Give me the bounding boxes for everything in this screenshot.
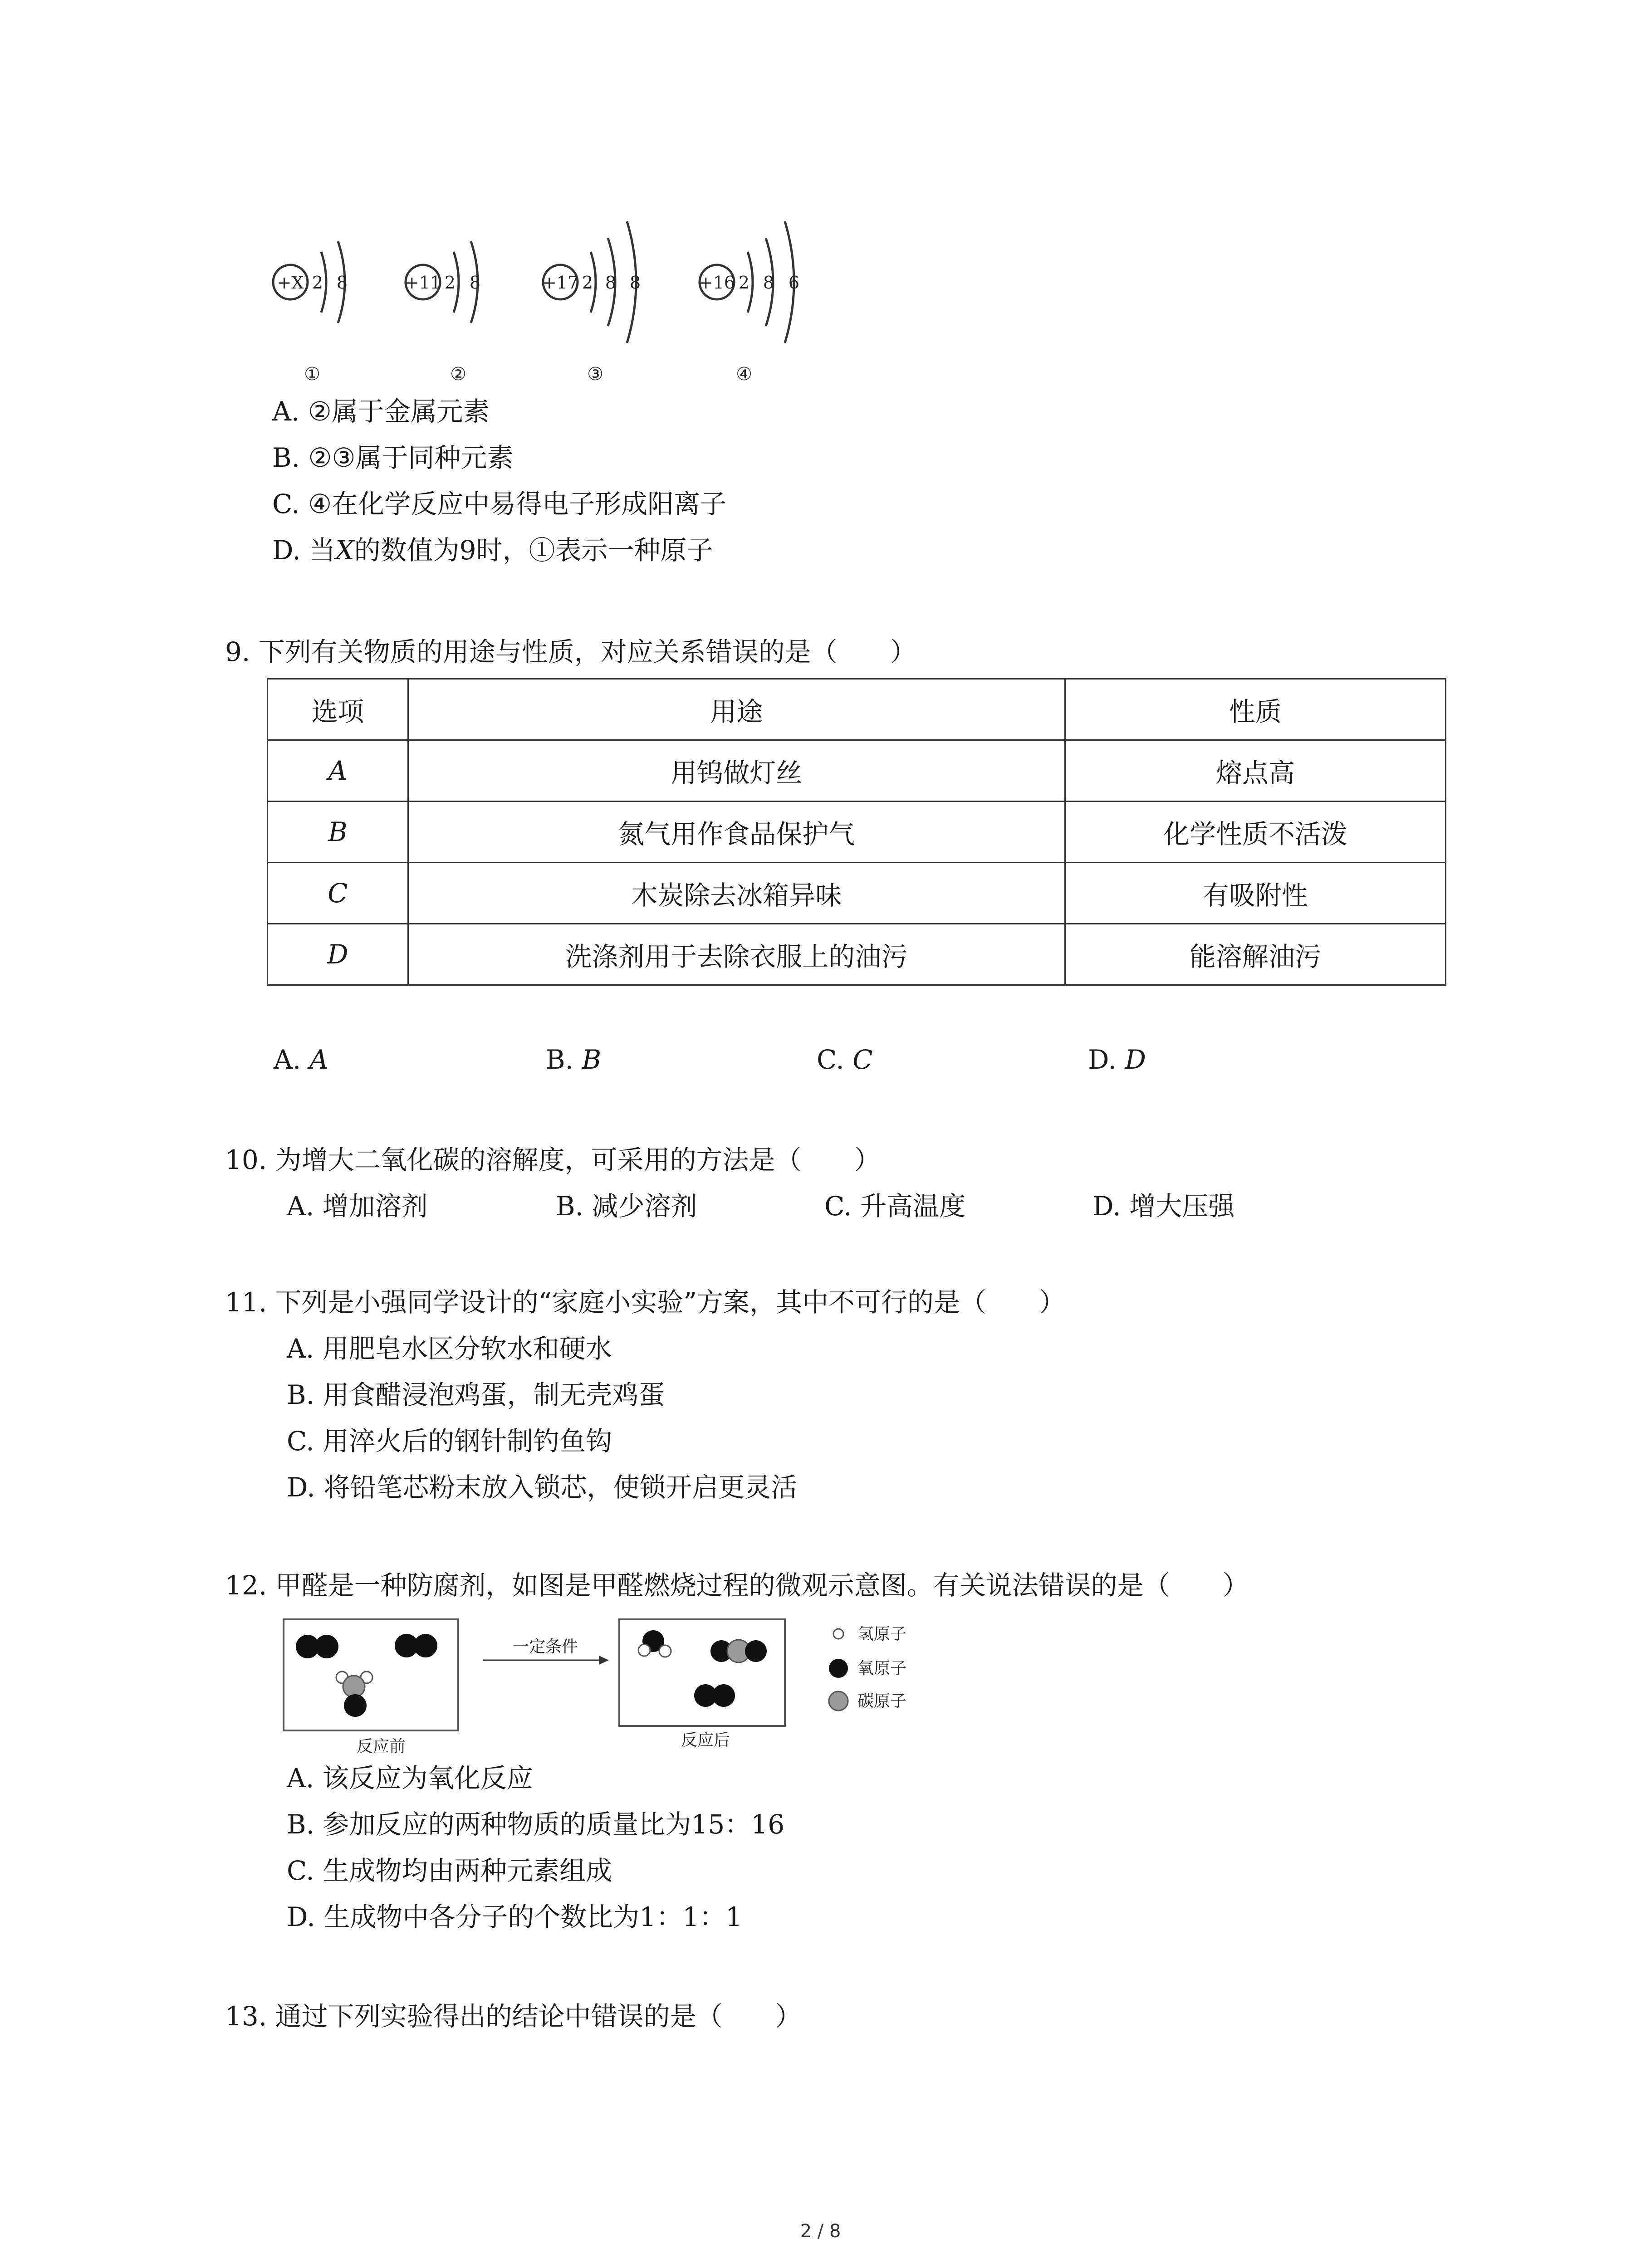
table-cell: 能溶解油污 [1065,924,1445,985]
option-value: B [582,1044,602,1075]
option-value: A [309,1044,328,1075]
table-cell: 化学性质不活泼 [1065,802,1445,863]
table-cell: D [268,924,408,985]
atom3-shell3: 8 [629,273,641,293]
q8-option-d-pre: D. 当 [272,535,336,566]
option-prefix: D. [1088,1044,1117,1075]
atom2-shell1: 2 [444,273,456,293]
arrow-head-icon [599,1656,609,1665]
table-cell: 氮气用作食品保护气 [408,802,1065,863]
q8-option-d-post: 的数值为9时，①表示一种原子 [354,535,713,566]
oxygen-legend-icon [829,1659,848,1678]
carbon-legend-icon [829,1691,848,1711]
q8-option-c: C. ④在化学反应中易得电子形成阳离子 [272,489,727,519]
oxygen-atom [344,1694,367,1717]
arrow-label: 一定条件 [512,1637,578,1656]
atom3-shell1: 2 [582,273,593,293]
atom3-shell2: 8 [605,273,617,293]
before-label: 反应前 [356,1737,406,1756]
q8-option-b: B. ②③属于同种元素 [272,442,514,473]
q9-option-d [1088,1041,1146,1078]
q12-reaction-diagram [281,1610,962,1760]
atom4-nucleus: +16 [698,273,735,293]
q11-option-d: D. 将铅笔芯粉末放入锁芯，使锁开启更灵活 [287,1472,798,1503]
hydrogen-atom [638,1644,650,1656]
atom4-shell1: 2 [738,273,750,293]
q10-option-a: A. 增加溶剂 [287,1191,428,1222]
q10-stem: 10. 为增大二氧化碳的溶解度，可采用的方法是（ ） [225,1144,881,1175]
table-row [268,802,1446,863]
oxygen-atom [414,1634,437,1657]
q9-option-b [546,1041,601,1078]
atom3-nucleus: +17 [542,273,579,293]
table-cell: 有吸附性 [1065,863,1445,924]
table-cell: 洗涤剂用于去除衣服上的油污 [408,924,1065,985]
q12-option-c: C. 生成物均由两种元素组成 [287,1855,612,1886]
q12-option-b: B. 参加反应的两种物质的质量比为15：16 [287,1809,785,1840]
atom3-label: ③ [587,364,603,385]
q9-option-c [817,1041,873,1078]
table-cell: A [268,740,408,802]
atom-structure-diagrams [254,213,844,395]
hydrogen-legend-icon [833,1629,843,1639]
atom2-shell2: 8 [469,273,481,293]
atom4-label: ④ [736,364,752,385]
option-prefix: B. [546,1044,574,1075]
atom1-shell2: 8 [336,273,348,293]
atom4-shell2: 8 [763,273,774,293]
q11-option-b: B. 用食醋浸泡鸡蛋，制无壳鸡蛋 [287,1379,665,1410]
page-number: 2 / 8 [800,2221,841,2242]
legend-carbon: 碳原子 [857,1692,907,1711]
q11-option-c: C. 用淬火后的钢针制钓鱼钩 [287,1426,612,1457]
option-prefix: C. [817,1044,844,1075]
table-header-row [268,679,1446,740]
table-header-cell: 性质 [1065,679,1445,740]
legend-oxygen: 氧原子 [857,1659,907,1678]
q12-option-a: A. 该反应为氧化反应 [287,1763,533,1794]
q11-option-a: A. 用肥皂水区分软水和硬水 [287,1333,612,1364]
q12-option-d: D. 生成物中各分子的个数比为1：1：1 [287,1901,743,1932]
legend-hydrogen: 氢原子 [857,1625,907,1643]
table-header-cell: 选项 [268,679,408,740]
q8-option-d-var: X [335,535,354,566]
option-prefix: A. [274,1044,301,1075]
q13-stem: 13. 通过下列实验得出的结论中错误的是（ ） [225,2001,802,2032]
option-value: C [852,1044,873,1075]
atom1-shell1: 2 [312,273,323,293]
table-row [268,740,1446,802]
table-cell: 熔点高 [1065,740,1445,802]
oxygen-atom [315,1635,338,1658]
table-row [268,924,1446,985]
carbon-atom [343,1676,365,1697]
table-cell: C [268,863,408,924]
oxygen-atom [712,1684,735,1707]
atom1-nucleus: +X [277,273,304,293]
table-cell: 用钨做灯丝 [408,740,1065,802]
hydrogen-atom [659,1645,671,1657]
q9-stem: 9. 下列有关物质的用途与性质，对应关系错误的是（ ） [225,636,916,667]
atom1-label: ① [304,364,320,385]
q11-stem: 11. 下列是小强同学设计的“家庭小实验”方案，其中不可行的是（ ） [225,1287,1065,1318]
q10-option-d: D. 增大压强 [1092,1191,1235,1222]
atom4-shell3: 6 [788,273,800,293]
oxygen-atom [745,1640,767,1662]
q10-option-b: B. 减少溶剂 [556,1191,697,1222]
q10-option-c: C. 升高温度 [824,1191,966,1222]
table-cell: 木炭除去冰箱异味 [408,863,1065,924]
table-header-cell: 用途 [408,679,1065,740]
q8-option-a: A. ②属于金属元素 [272,396,490,427]
q12-stem: 12. 甲醛是一种防腐剂，如图是甲醛燃烧过程的微观示意图。有关说法错误的是（ ） [225,1570,1249,1601]
atom2-label: ② [450,364,466,385]
after-label: 反应后 [681,1731,730,1750]
q9-option-a [274,1041,328,1078]
q9-table [267,678,1446,986]
atom2-nucleus: +11 [404,273,441,293]
table-cell: B [268,802,408,863]
q8-option-d [272,532,713,568]
option-value: D [1125,1044,1146,1075]
table-row [268,863,1446,924]
